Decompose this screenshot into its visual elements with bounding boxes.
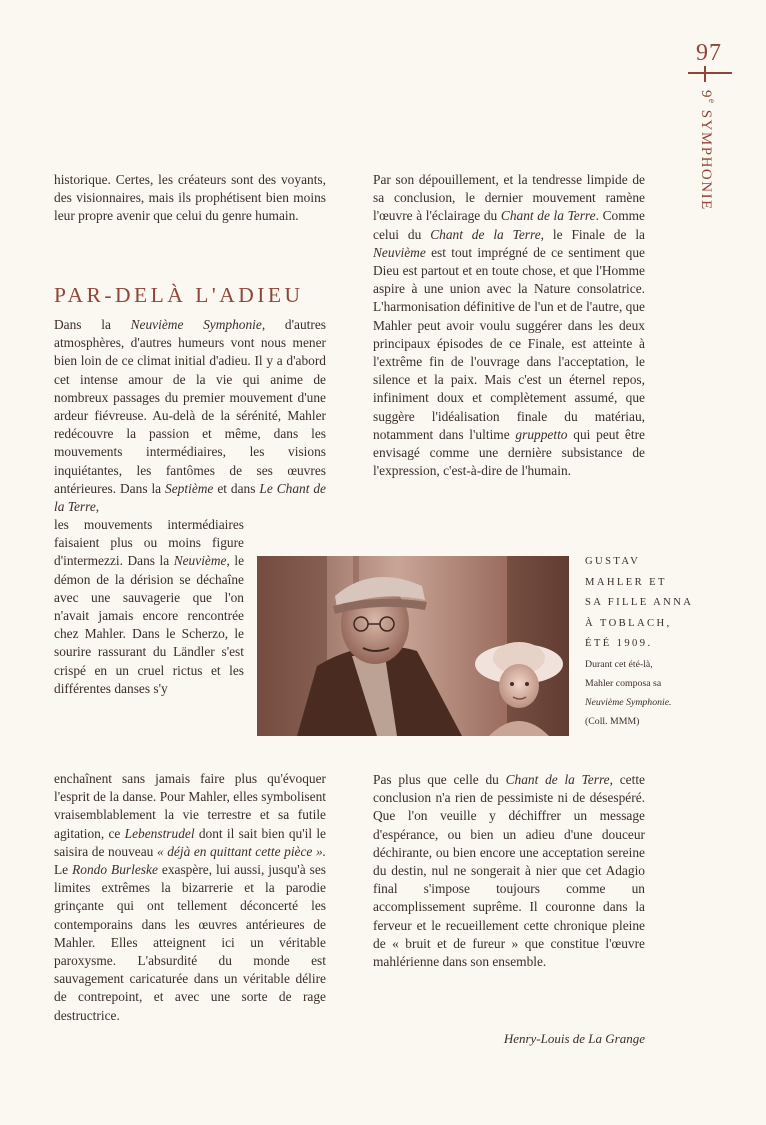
- italic-quote: « déjà en quittant cette pièce ».: [156, 843, 326, 859]
- italic-title: Chant de la Terre: [500, 208, 596, 224]
- italic-title: Chant de la Terre: [430, 226, 541, 242]
- caption-line: GUSTAV: [585, 556, 641, 567]
- page-number: 97: [696, 40, 722, 66]
- text-run: Dans la: [54, 317, 131, 332]
- running-head-digit: 9: [698, 90, 714, 99]
- left-paragraph-wrap: [54, 516, 244, 698]
- paragraph-text: [54, 770, 326, 1025]
- text-run: les mouvements intermédiaires faisaient plus ou moins figure d'intermezzi. Dans la: [54, 517, 244, 569]
- caption-line: À TOBLACH,: [585, 617, 672, 629]
- caption-line: SA FILLE ANNA: [585, 597, 694, 608]
- section-title: PAR-DELÀ L'ADIEU: [54, 283, 304, 307]
- text-run: ,: [95, 499, 100, 515]
- italic-term: Lebenstrudel: [124, 825, 195, 841]
- italic-title: Neuvième: [373, 244, 426, 260]
- text-run: dont il sait bien qu'il le saisira de nouveau: [54, 825, 326, 859]
- caption-line: MAHLER ET: [585, 576, 667, 588]
- text-run: enchaînent sans jamais faire plus qu'évoquer l'esprit de la danse. Pour Mahler, elles symbolisent vraisemblablement la vie terrestre et sa futile agitation, ce: [54, 771, 326, 841]
- text-run: Le: [54, 862, 73, 878]
- text-run: . Comme celui du: [373, 208, 645, 242]
- text-run: qui peut être envisagé comme une dernière subsistance de l'expression, c'est-à-dire de l'humain.: [373, 426, 646, 479]
- left-paragraph-bottom: [54, 770, 326, 1025]
- right-paragraph-1: [373, 171, 645, 480]
- photo-illustration: [257, 556, 569, 736]
- photo-mahler-and-daughter: [257, 556, 569, 736]
- text-run: est tout imprégné de ce sentiment que Dieu est partout et en toute chose, et que l'Homme aspire à une union avec la Nature consolatrice. L'harmonisation définitive de l'un et de l'autre, que Mahler peut avoir voulu suggérer dans les deux principaux épisodes de ce Finale, est atteinte à l'extrême fin de l'ouvrage dans l'acceptation, le silence et la paix. Mais c'est un éternel repos, infiniment doux et complètement assumé, que suggère l'idéalisation finale du matériau, notamment dans l'ultime: [373, 244, 645, 442]
- italic-title: Neuvième: [173, 553, 227, 569]
- left-intro-paragraph: [54, 171, 326, 226]
- italic-title: Le Chant de la Terre: [54, 480, 326, 515]
- caption-line: ÉTÉ 1909.: [585, 638, 653, 649]
- caption-body: Mahler composa sa: [585, 677, 662, 689]
- page-number-vertical-rule: [704, 66, 706, 82]
- paragraph-text: [373, 171, 645, 480]
- italic-title: Rondo Burleske: [72, 862, 158, 878]
- text-run: , d'autres atmosphères, d'autres humeurs vont nous mener bien loin de ce climat initial d'adieu. Il y a d'abord cet intense amour de la vie qui anime de nombreux passages du premier mouvement d'une ardeur fiévreuse. Au-delà de la sérénité, Mahler redécouvre la passion et même, dans les mouvements intermédiaires, les visions inquiétantes, les fantômes de ses œuvres antérieures. Dans la: [54, 317, 326, 496]
- photo-caption: [585, 552, 710, 731]
- text-run: exaspère, lui aussi, jusqu'à ses limites extrêmes la bizarrerie et la parodie grinçante qui ont tellement déconcerté les contemporains dans les œuvres antérieures de Mahler. Elles atteignent ici un véritable paroxysme. L'absurdité du monde est sauvagement caricaturée dans un véritable délire de contrepoint, et avec une sorte de rage destructrice.: [54, 862, 326, 1023]
- author-signature: Henry-Louis de La Grange: [503, 1031, 645, 1046]
- text-run: , le démon de la dérision se déchaîne avec une sauvagerie que l'on n'avait jamais encore rencontrée chez Mahler. Dans le Scherzo, le sourire rassurant du Ländler s'est crispé en un cruel rictus et les différentes danses s'y: [54, 553, 245, 696]
- paragraph-text: [54, 516, 244, 698]
- caption-body: [585, 693, 710, 712]
- left-paragraph-1: [54, 316, 326, 516]
- caption-credit: (Coll. MMM): [585, 715, 640, 727]
- italic-title: Chant de la Terre: [505, 772, 610, 787]
- italic-title: Neuvième Symphonie: [130, 317, 262, 332]
- paragraph-text: [373, 771, 645, 971]
- text-run: Par son dépouillement, et la tendresse limpide de sa conclusion, le dernier mouvement ramène l'œuvre à l'éclairage du: [373, 172, 645, 224]
- text-run: , cette conclusion n'a rien de pessimiste ni de désespéré. Que l'on veuille y déchiffrer un message d'espérance, ou bien un adieu d'une douceur déchirante, ou bien encore une acceptation sereine du destin, nul ne songerait à nier que cet Adagio final s'impose toujours comme un accomplissement suprême. Il couronne dans la ferveur et le recueillement cette chronique pleine de « bruit et de fureur » que constitue l'œuvre mahlérienne dans son ensemble.: [373, 772, 645, 970]
- page-number-rule: [688, 72, 732, 74]
- paragraph-text: [54, 316, 326, 516]
- text-run: et dans: [213, 480, 260, 496]
- running-head: [697, 90, 717, 211]
- text-run: , le Finale de la: [540, 226, 645, 242]
- caption-body: Durant cet été-là,: [585, 658, 653, 670]
- running-head-text: SYMPHONIE: [698, 109, 714, 211]
- caption-italic-title: Neuvième Symphonie.: [585, 696, 672, 708]
- italic-term: gruppetto: [515, 426, 568, 442]
- intro-text: historique. Certes, les créateurs sont des voyants, des visionnaires, mais ils prophétisent bien moins leur propre avenir que celui du genre humain.: [54, 172, 326, 224]
- italic-title: Septième: [165, 480, 214, 496]
- text-run: Pas plus que celle du: [373, 772, 506, 787]
- right-paragraph-2: [373, 771, 645, 971]
- running-head-sup: e: [707, 99, 717, 105]
